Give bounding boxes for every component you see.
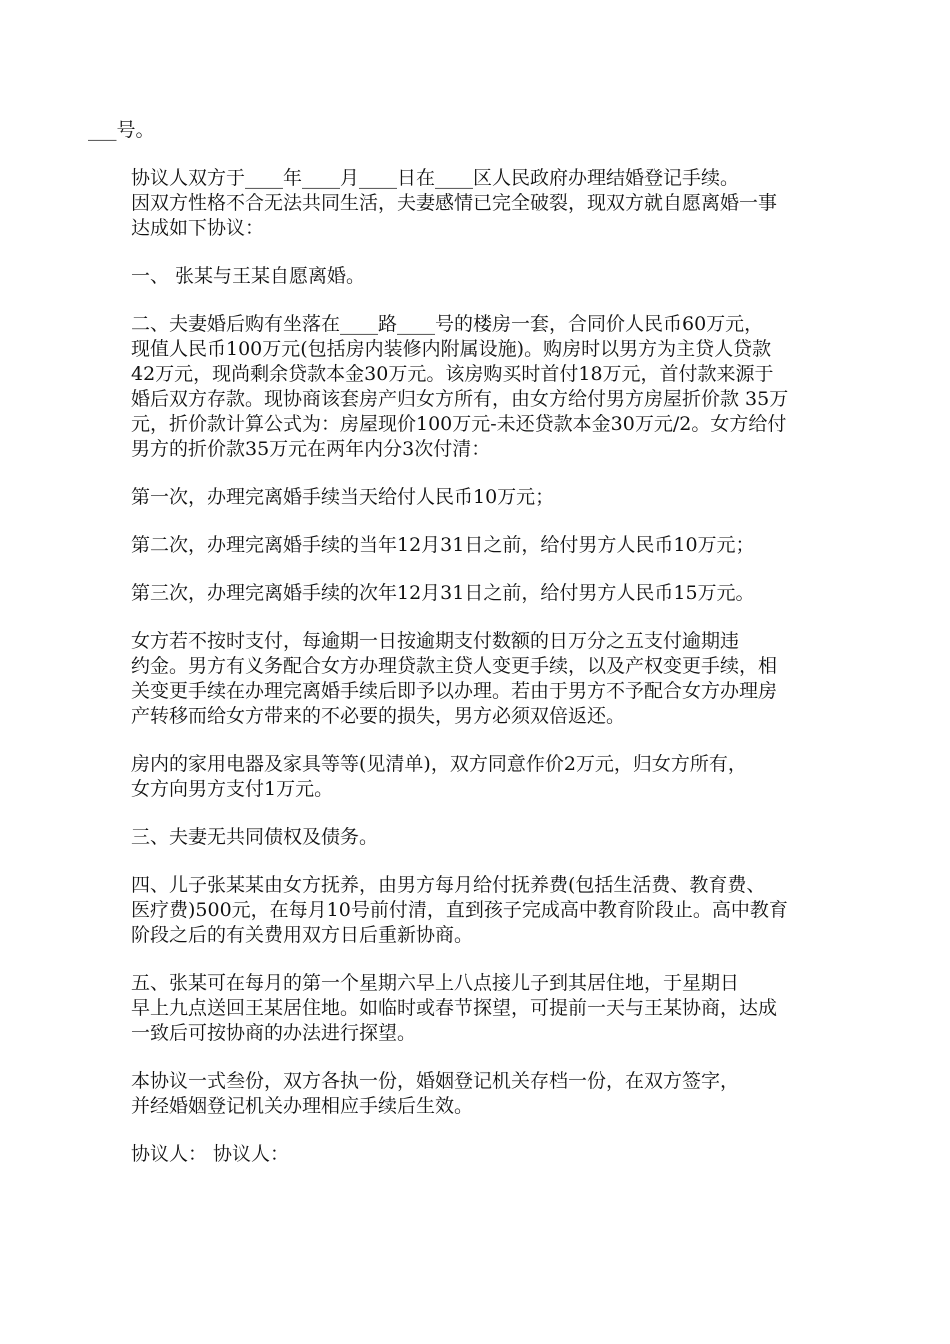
paragraph xyxy=(88,873,863,948)
paragraph xyxy=(88,485,863,510)
text-line: 早上九点送回王某居住地。如临时或春节探望，可提前一天与王某协商，达成 xyxy=(131,997,778,1019)
paragraph xyxy=(88,629,863,729)
text-line: 协议人双方于____年____月____日在____区人民政府办理结婚登记手续。 xyxy=(131,167,740,189)
text-line: 一、 张某与王某自愿离婚。 xyxy=(131,265,366,287)
text-line: 协议人： 协议人： xyxy=(131,1143,290,1165)
text-line: 女方向男方支付1万元。 xyxy=(131,778,334,800)
paragraph xyxy=(88,971,863,1046)
text-line: 现值人民币100万元(包括房内装修内附属设施)。购房时以男方为主贷人贷款 xyxy=(131,338,772,360)
text-line: 本协议一式叁份，双方各执一份，婚姻登记机关存档一份，在双方签字， xyxy=(131,1070,740,1092)
paragraph xyxy=(88,825,863,850)
text-line: 约金。男方有义务配合女方办理贷款主贷人变更手续，以及产权变更手续，相 xyxy=(131,655,778,677)
text-line: 关变更手续在办理完离婚手续后即予以办理。若由于男方不予配合女方办理房 xyxy=(131,680,778,702)
text-line: 房内的家用电器及家具等等(见清单)，双方同意作价2万元，归女方所有， xyxy=(131,753,747,775)
text-line: ___号。 xyxy=(88,119,155,141)
document-body xyxy=(88,118,863,1190)
text-line: 第二次，办理完离婚手续的当年12月31日之前，给付男方人民币10万元； xyxy=(131,534,755,556)
text-line: 五、张某可在每月的第一个星期六早上八点接儿子到其居住地，于星期日 xyxy=(131,972,740,994)
text-line: 因双方性格不合无法共同生活，夫妻感情已完全破裂，现双方就自愿离婚一事 xyxy=(131,192,778,214)
text-line: 产转移而给女方带来的不必要的损失，男方必须双倍返还。 xyxy=(131,705,626,727)
paragraph xyxy=(88,533,863,558)
paragraph xyxy=(88,312,863,462)
text-line: 第一次，办理完离婚手续当天给付人民币10万元； xyxy=(131,486,555,508)
text-line: 第三次，办理完离婚手续的次年12月31日之前，给付男方人民币15万元。 xyxy=(131,582,755,604)
paragraph xyxy=(88,581,863,606)
text-line: 四、儿子张某某由女方抚养，由男方每月给付抚养费(包括生活费、教育费、 xyxy=(131,874,766,896)
paragraph xyxy=(88,1069,863,1119)
text-line: 医疗费)500元，在每月10号前付清，直到孩子完成高中教育阶段止。高中教育 xyxy=(131,899,788,921)
paragraph xyxy=(88,118,863,143)
text-line: 三、夫妻无共同债权及债务。 xyxy=(131,826,379,848)
paragraph xyxy=(88,264,863,289)
text-line: 男方的折价款35万元在两年内分3次付清： xyxy=(131,438,491,460)
paragraph xyxy=(88,1142,863,1167)
text-line: 女方若不按时支付，每逾期一日按逾期支付数额的日万分之五支付逾期违 xyxy=(131,630,740,652)
text-line: 42万元，现尚剩余贷款本金30万元。该房购买时首付18万元，首付款来源于 xyxy=(131,363,774,385)
text-line: 婚后双方存款。现协商该套房产归女方所有，由女方给付男方房屋折价款 35万 xyxy=(131,388,789,410)
text-line: 二、夫妻婚后购有坐落在____路____号的楼房一套，合同价人民币60万元， xyxy=(131,313,764,335)
text-line: 并经婚姻登记机关办理相应手续后生效。 xyxy=(131,1095,474,1117)
text-line: 达成如下协议： xyxy=(131,217,265,239)
text-line: 阶段之后的有关费用双方日后重新协商。 xyxy=(131,924,474,946)
text-line: 一致后可按协商的办法进行探望。 xyxy=(131,1022,417,1044)
paragraph xyxy=(88,166,863,241)
text-line: 元，折价款计算公式为：房屋现价100万元-未还贷款本金30万元/2。女方给付 xyxy=(131,413,787,435)
paragraph xyxy=(88,752,863,802)
